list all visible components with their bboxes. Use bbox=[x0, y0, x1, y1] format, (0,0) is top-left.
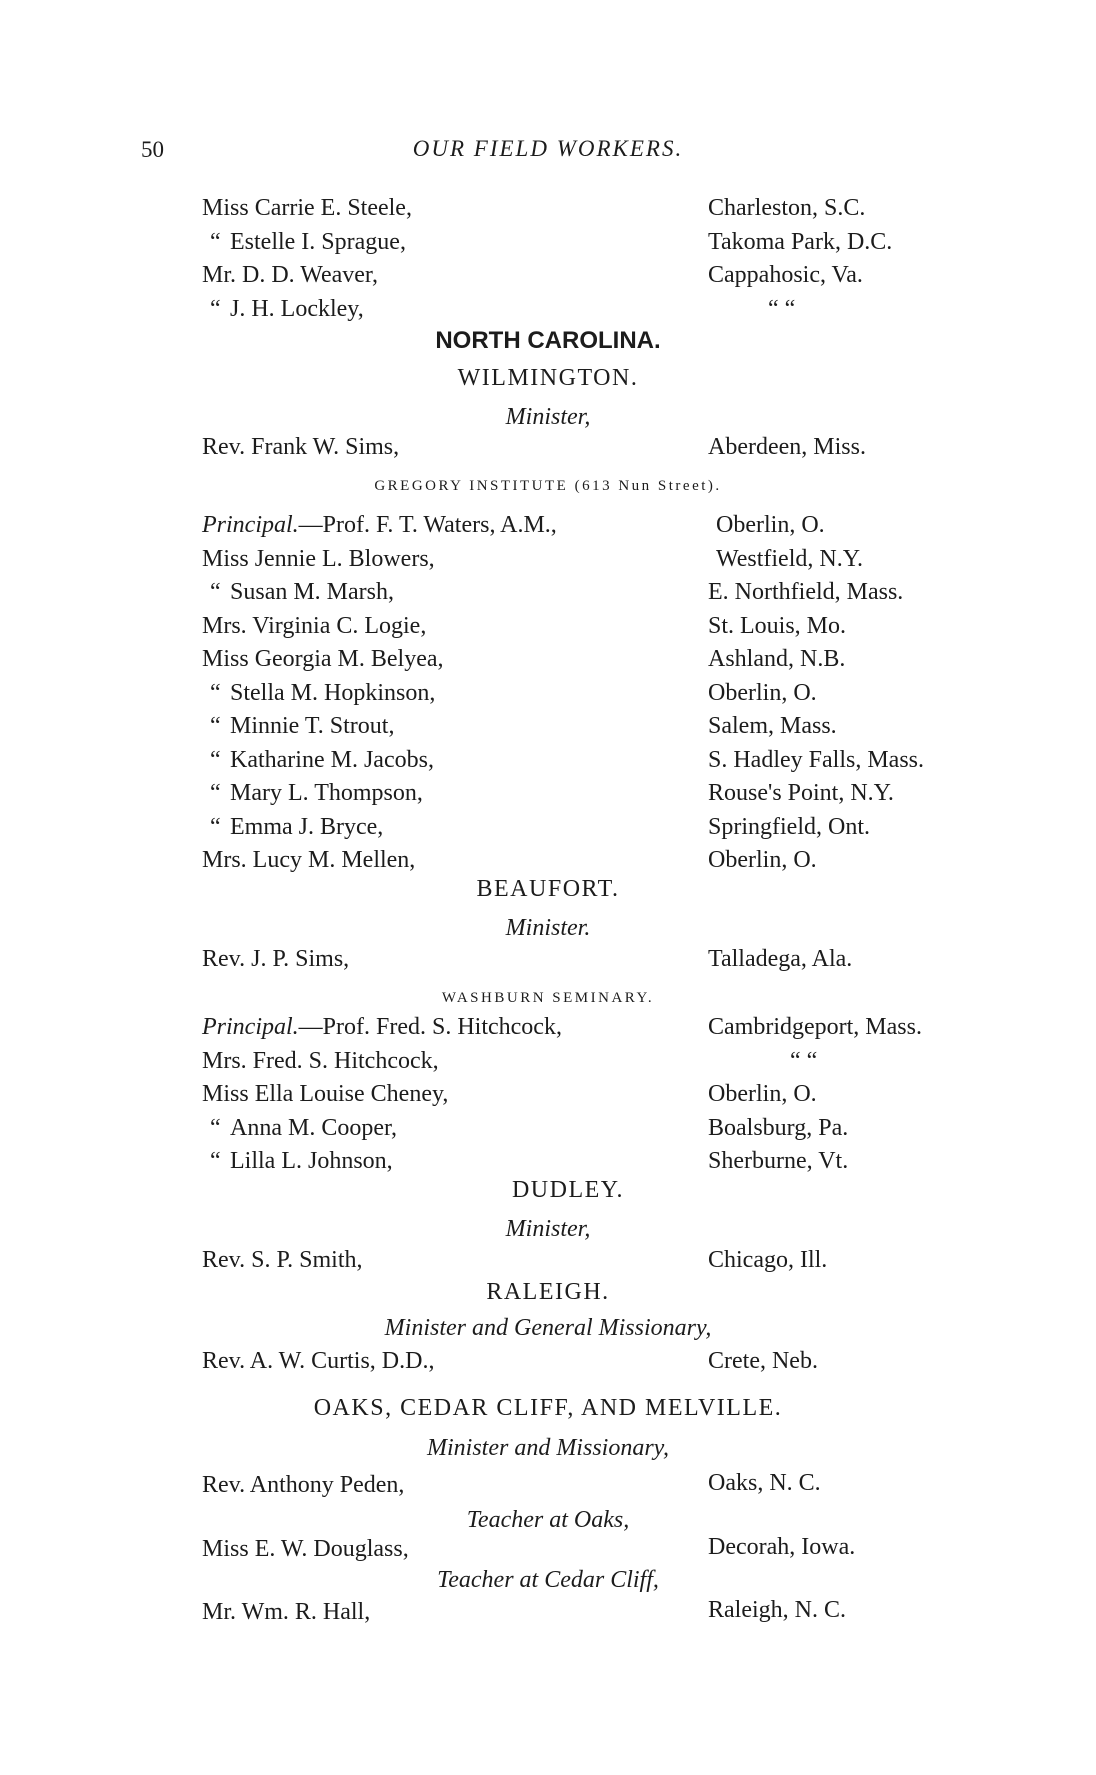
list-item-name: “ Anna M. Cooper, bbox=[202, 1116, 397, 1140]
list-item-name: Rev. Anthony Peden, bbox=[202, 1472, 405, 1498]
list-item-name: “ Emma J. Bryce, bbox=[202, 815, 383, 839]
list-item-place: Oberlin, O. bbox=[716, 512, 825, 538]
list-item-name: Miss Jennie L. Blowers, bbox=[202, 546, 435, 572]
list-item-place: Oberlin, O. bbox=[708, 1081, 817, 1107]
list-item-name: Mrs. Virginia C. Logie, bbox=[202, 613, 427, 639]
list-item-place: Ashland, N.B. bbox=[708, 646, 846, 672]
role-label: Teacher at Oaks, bbox=[466, 1507, 630, 1533]
list-item-place: Raleigh, N. C. bbox=[708, 1597, 846, 1623]
list-item-place: Crete, Neb. bbox=[708, 1348, 818, 1374]
list-item-name: Miss E. W. Douglass, bbox=[202, 1536, 409, 1562]
list-item-name: Rev. Frank W. Sims, bbox=[202, 434, 400, 460]
list-item-place: Oberlin, O. bbox=[708, 847, 817, 873]
ditto-mark: “ bbox=[210, 579, 221, 605]
list-item-place: Sherburne, Vt. bbox=[708, 1148, 849, 1174]
page-number: 50 bbox=[141, 137, 164, 162]
list-item-name: Mrs. Fred. S. Hitchcock, bbox=[202, 1048, 439, 1074]
seminary-heading: WASHBURN SEMINARY. bbox=[441, 990, 655, 1006]
list-item-place: Decorah, Iowa. bbox=[708, 1534, 856, 1560]
list-item-name: Miss Ella Louise Cheney, bbox=[202, 1081, 449, 1107]
section-heading-raleigh: RALEIGH. bbox=[486, 1279, 610, 1305]
list-item-name: Rev. A. W. Curtis, D.D., bbox=[202, 1348, 435, 1374]
list-item-name: “ Katharine M. Jacobs, bbox=[202, 748, 434, 772]
role-label: Minister, bbox=[505, 1216, 591, 1242]
list-item-name: Mr. Wm. R. Hall, bbox=[202, 1599, 371, 1625]
running-title: OUR FIELD WORKERS. bbox=[412, 136, 684, 161]
list-item-place: “ “ bbox=[790, 1048, 818, 1074]
section-heading-wilmington: WILMINGTON. bbox=[457, 365, 639, 391]
list-item-name: “ J. H. Lockley, bbox=[202, 297, 364, 321]
list-item-place: “ “ bbox=[768, 296, 796, 322]
ditto-mark: “ bbox=[210, 1115, 221, 1141]
section-heading-oaks: OAKS, CEDAR CLIFF, AND MELVILLE. bbox=[313, 1395, 783, 1421]
list-item-place: Boalsburg, Pa. bbox=[708, 1115, 849, 1141]
role-label: Minister and Missionary, bbox=[426, 1435, 669, 1461]
role-label: Teacher at Cedar Cliff, bbox=[437, 1567, 659, 1593]
list-item-place: Talladega, Ala. bbox=[708, 946, 853, 972]
section-heading-beaufort: BEAUFORT. bbox=[476, 876, 620, 902]
principal-label: Principal. bbox=[202, 1014, 299, 1040]
list-item-name: “ Estelle I. Sprague, bbox=[202, 230, 406, 254]
list-item-place: Cambridgeport, Mass. bbox=[708, 1014, 922, 1040]
list-item-name: “ Stella M. Hopkinson, bbox=[202, 681, 435, 705]
institute-heading: GREGORY INSTITUTE (613 Nun Street). bbox=[374, 478, 722, 494]
ditto-mark: “ bbox=[210, 780, 221, 806]
list-item-place: Cappahosic, Va. bbox=[708, 262, 863, 288]
principal-label: Principal. bbox=[202, 512, 299, 538]
list-item-name: “ Lilla L. Johnson, bbox=[202, 1149, 393, 1173]
ditto-mark: “ bbox=[210, 229, 221, 255]
list-item-name: “ Mary L. Thompson, bbox=[202, 781, 423, 805]
list-item-place: Rouse's Point, N.Y. bbox=[708, 780, 894, 806]
section-heading-dudley: DUDLEY. bbox=[511, 1177, 625, 1203]
list-item-name: “ Susan M. Marsh, bbox=[202, 580, 394, 604]
list-item-place: Oaks, N. C. bbox=[708, 1470, 821, 1496]
role-label: Minister and General Missionary, bbox=[384, 1315, 712, 1341]
list-item-place: E. Northfield, Mass. bbox=[708, 579, 904, 605]
list-item-place: Springfield, Ont. bbox=[708, 814, 870, 840]
list-item-place: Aberdeen, Miss. bbox=[708, 434, 866, 460]
state-heading: NORTH CAROLINA. bbox=[435, 327, 661, 354]
list-item-place: Salem, Mass. bbox=[708, 713, 837, 739]
list-item-place: S. Hadley Falls, Mass. bbox=[708, 747, 924, 773]
ditto-mark: “ bbox=[210, 680, 221, 706]
ditto-mark: “ bbox=[210, 296, 221, 322]
list-item-place: Charleston, S.C. bbox=[708, 195, 866, 221]
role-label: Minister. bbox=[505, 915, 591, 941]
list-item-name: Miss Georgia M. Belyea, bbox=[202, 646, 444, 672]
list-item-name: Rev. S. P. Smith, bbox=[202, 1247, 363, 1273]
list-item-place: Chicago, Ill. bbox=[708, 1247, 828, 1273]
ditto-mark: “ bbox=[210, 747, 221, 773]
list-item-place: Takoma Park, D.C. bbox=[708, 229, 893, 255]
list-item-name: Mr. D. D. Weaver, bbox=[202, 262, 378, 288]
ditto-mark: “ bbox=[210, 1148, 221, 1174]
list-item-place: Westfield, N.Y. bbox=[716, 546, 863, 572]
list-item-place: Oberlin, O. bbox=[708, 680, 817, 706]
list-item-name: Miss Carrie E. Steele, bbox=[202, 195, 412, 221]
list-item-name: Rev. J. P. Sims, bbox=[202, 946, 350, 972]
list-item-place: St. Louis, Mo. bbox=[708, 613, 847, 639]
role-label: Minister, bbox=[505, 404, 591, 430]
ditto-mark: “ bbox=[210, 814, 221, 840]
list-item-name: Mrs. Lucy M. Mellen, bbox=[202, 847, 416, 873]
principal-line: Principal.—Prof. F. T. Waters, A.M., bbox=[202, 512, 557, 538]
ditto-mark: “ bbox=[210, 713, 221, 739]
principal-line: Principal.—Prof. Fred. S. Hitchcock, bbox=[202, 1014, 562, 1040]
list-item-name: “ Minnie T. Strout, bbox=[202, 714, 394, 738]
